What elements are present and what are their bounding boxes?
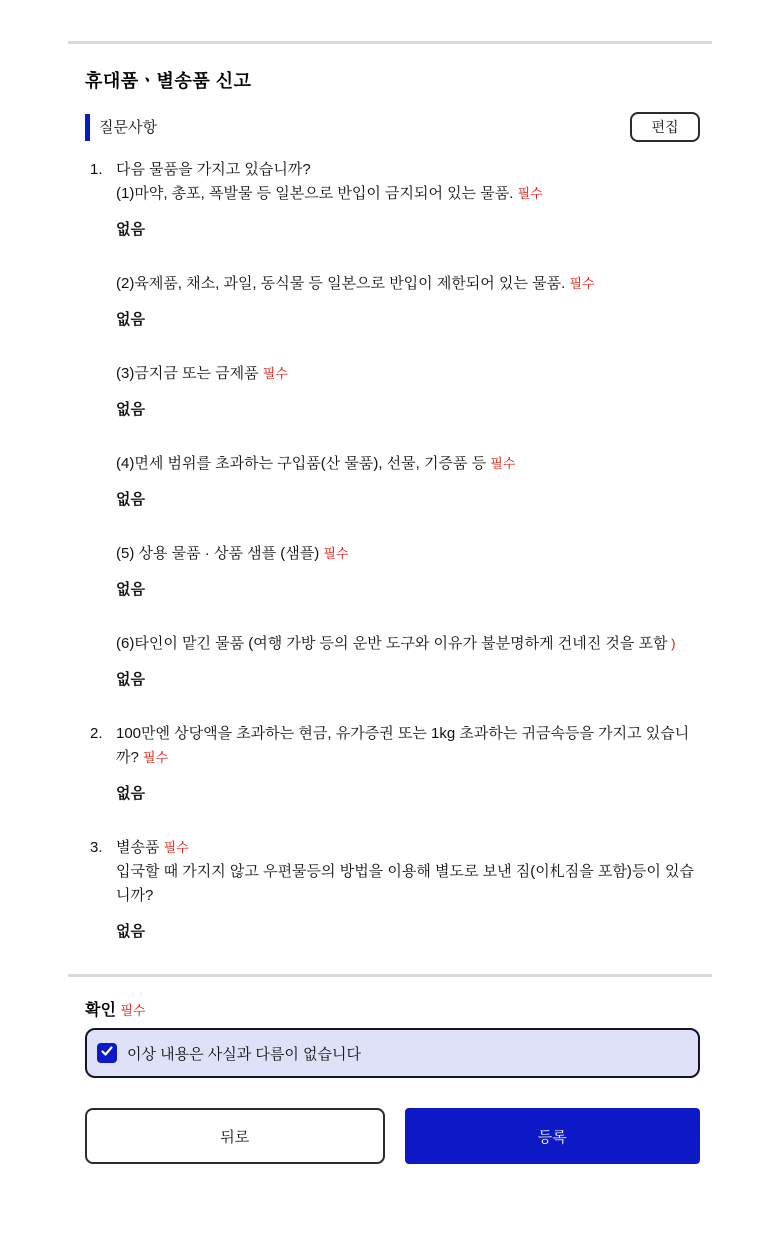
question-number: 1. (90, 161, 103, 178)
closing-paren: ) (667, 636, 676, 651)
sub-question-1 (116, 182, 700, 240)
question-number: 2. (90, 725, 103, 742)
confirmation-panel[interactable] (85, 1028, 700, 1078)
sub-question-2 (116, 272, 700, 330)
required-badge: 필수 (569, 276, 595, 291)
confirmation-title: 확인 (85, 1002, 116, 1019)
confirmation-checkbox[interactable] (97, 1043, 117, 1063)
answer-value: 없음 (116, 923, 145, 940)
answer-value: 없음 (116, 221, 145, 238)
required-badge: 필수 (163, 840, 189, 855)
section-title: 질문사항 (85, 114, 157, 141)
sub-question-label: (1)마약, 총포, 폭발물 등 일본으로 반입이 금지되어 있는 물품. (116, 185, 514, 202)
bottom-divider (68, 974, 712, 977)
required-badge: 필수 (517, 186, 543, 201)
required-badge: 필수 (120, 1003, 146, 1018)
answer-value: 없음 (116, 785, 145, 802)
answer-value: 없음 (116, 401, 145, 418)
sub-question-label: (6)타인이 맡긴 물품 (여행 가방 등의 운반 도구와 이유가 불분명하게 건네진 것을 포함 (116, 635, 668, 652)
question-3 (85, 836, 700, 974)
sub-question-label: (5) 상용 물품 · 상품 샘플 (샘플) (116, 545, 320, 562)
sub-question-label: (2)육제품, 채소, 과일, 동식물 등 일본으로 반입이 제한되어 있는 물품. (116, 275, 566, 292)
question-number: 3. (90, 839, 103, 856)
confirmation-header (85, 997, 700, 1020)
question-text: 100만엔 상당액을 초과하는 현금, 유가증권 또는 1kg 초과하는 귀금속등을 가지고 있습니까? (116, 725, 690, 766)
question-description: 입국할 때 가지지 않고 우편물등의 방법을 이용해 별도로 보낸 짐(이札짐을 포함)등이 있습니까? (116, 863, 694, 904)
sub-question-label: (4)면세 범위를 초과하는 구입품(산 물품), 선물, 기증품 등 (116, 455, 487, 472)
question-text: 다음 물품을 가지고 있습니까? (116, 161, 311, 178)
required-badge: 필수 (490, 456, 516, 471)
page-title: 휴대품ㆍ별송품 신고 (85, 71, 252, 91)
sub-question-4 (116, 452, 700, 510)
section-header (85, 112, 700, 142)
back-button[interactable]: 뒤로 (85, 1108, 385, 1164)
action-buttons (85, 1108, 700, 1164)
checkmark-icon (100, 1044, 114, 1063)
top-divider (68, 41, 712, 44)
declaration-page (68, 41, 712, 1164)
answer-value: 없음 (116, 671, 145, 688)
submit-button[interactable]: 등록 (405, 1108, 701, 1164)
sub-question-3 (116, 362, 700, 420)
question-text: 별송품 (116, 839, 160, 856)
required-badge: 필수 (323, 546, 349, 561)
answer-value: 없음 (116, 581, 145, 598)
confirmation-label: 이상 내용은 사실과 다름이 없습니다 (127, 1045, 362, 1063)
answer-value: 없음 (116, 491, 145, 508)
edit-button[interactable]: 편집 (630, 112, 700, 142)
required-badge: 필수 (143, 750, 169, 765)
question-2 (85, 722, 700, 836)
question-list (85, 158, 700, 974)
sub-question-label: (3)금지금 또는 금제품 (116, 365, 259, 382)
required-badge: 필수 (262, 366, 288, 381)
sub-question-5 (116, 542, 700, 600)
sub-question-6 (116, 632, 700, 690)
question-1 (85, 158, 700, 722)
answer-value: 없음 (116, 311, 145, 328)
